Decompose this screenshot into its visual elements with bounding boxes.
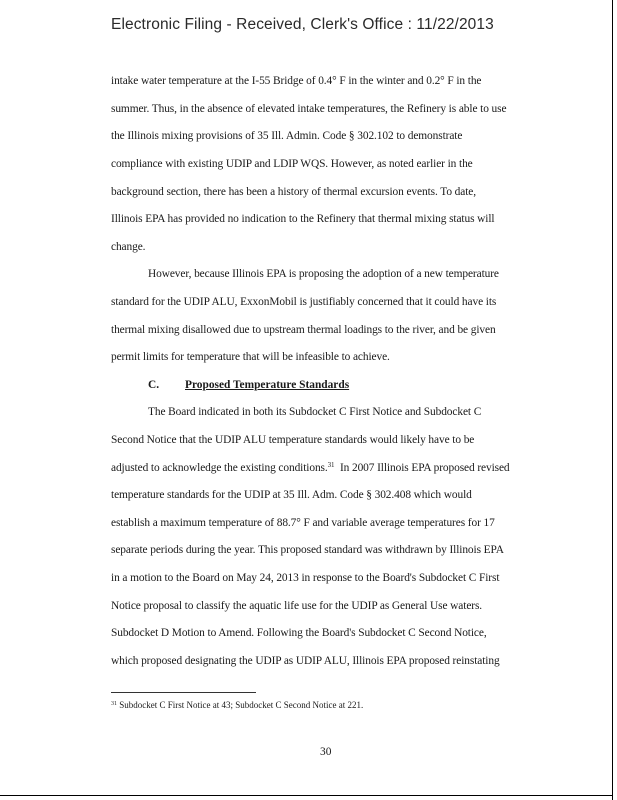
- section-letter: C.: [148, 379, 160, 391]
- footnote-text: Subdocket C First Notice at 43; Subdocket C Second Notice at 221.: [117, 700, 364, 710]
- paragraph-line: which proposed designating the UDIP as UDIP ALU, Illinois EPA proposed reinstating: [111, 655, 500, 667]
- page-border-right: [612, 0, 613, 800]
- paragraph-line: intake water temperature at the I-55 Bridge of 0.4° F in the winter and 0.2° F in the: [111, 75, 482, 87]
- paragraph-line-with-footnote: [111, 461, 510, 474]
- footnote-number: 31: [111, 701, 117, 707]
- text-segment: In 2007 Illinois EPA proposed revised: [334, 462, 510, 474]
- paragraph-line: compliance with existing UDIP and LDIP WQS. However, as noted earlier in the: [111, 158, 473, 170]
- paragraph-line: standard for the UDIP ALU, ExxonMobil is justifiably concerned that it could have its: [111, 296, 497, 308]
- paragraph-line: in a motion to the Board on May 24, 2013 in response to the Board's Subdocket C First: [111, 572, 500, 584]
- paragraph-line: However, because Illinois EPA is proposing the adoption of a new temperature: [148, 268, 499, 280]
- paragraph-line: permit limits for temperature that will be infeasible to achieve.: [111, 351, 390, 363]
- paragraph-line: change.: [111, 241, 146, 253]
- paragraph-line: thermal mixing disallowed due to upstream thermal loadings to the river, and be given: [111, 324, 496, 336]
- section-title: Proposed Temperature Standards: [185, 379, 350, 391]
- paragraph-line: Illinois EPA has provided no indication to the Refinery that thermal mixing status will: [111, 213, 495, 225]
- paragraph-line: summer. Thus, in the absence of elevated intake temperatures, the Refinery is able to use: [111, 103, 507, 115]
- paragraph-line: The Board indicated in both its Subdocket C First Notice and Subdocket C: [148, 406, 482, 418]
- footnote-reference: 31: [327, 461, 335, 469]
- paragraph-line: separate periods during the year. This proposed standard was withdrawn by Illinois EPA: [111, 544, 504, 556]
- paragraph-line: temperature standards for the UDIP at 35 Ill. Adm. Code § 302.408 which would: [111, 489, 472, 501]
- paragraph-line: Second Notice that the UDIP ALU temperature standards would likely have to be: [111, 434, 475, 446]
- paragraph-line: background section, there has been a history of thermal excursion events. To date,: [111, 186, 476, 198]
- paragraph-line: Notice proposal to classify the aquatic life use for the UDIP as General Use waters.: [111, 600, 483, 612]
- filing-stamp: Electronic Filing - Received, Clerk's Office : 11/22/2013: [111, 16, 494, 33]
- page-border-bottom: [0, 795, 613, 796]
- footnote-separator: [111, 692, 256, 693]
- paragraph-line: Subdocket D Motion to Amend. Following the Board's Subdocket C Second Notice,: [111, 627, 487, 639]
- text-segment: adjusted to acknowledge the existing conditions.: [111, 462, 328, 474]
- paragraph-line: establish a maximum temperature of 88.7° F and variable average temperatures for 17: [111, 517, 495, 529]
- paragraph-line: the Illinois mixing provisions of 35 Ill. Admin. Code § 302.102 to demonstrate: [111, 130, 463, 142]
- footnote: [111, 700, 363, 710]
- page-number: 30: [320, 746, 332, 758]
